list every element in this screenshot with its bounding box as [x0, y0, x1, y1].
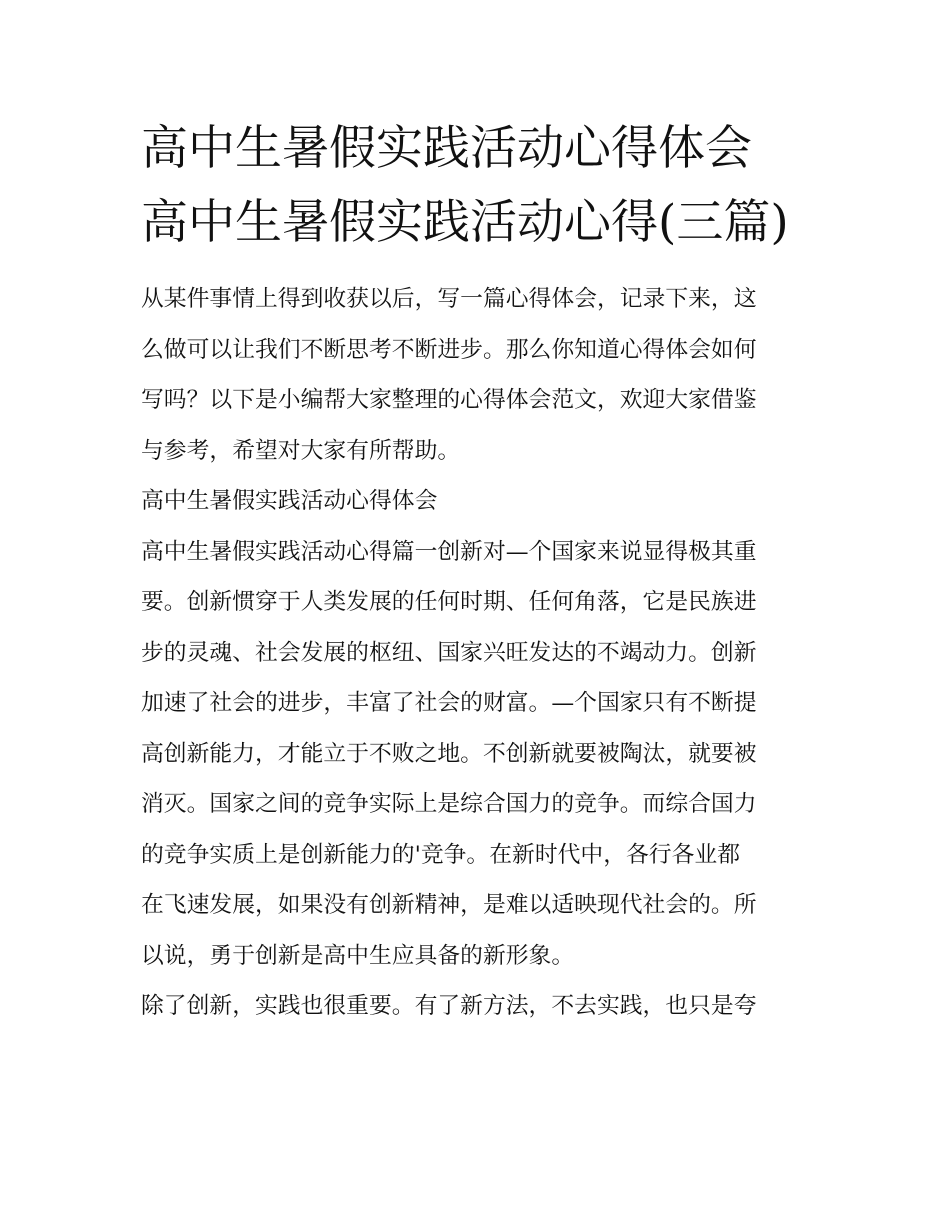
section1-line: 以说，勇于创新是高中生应具备的新形象。	[141, 942, 575, 969]
intro-paragraph	[141, 274, 813, 476]
section1-line: 要。创新惯穿于人类发展的任何时期、任何角落，它是民族进	[141, 589, 757, 615]
intro-line: 么做可以让我们不断思考不断进步。那么你知道心得体会如何	[141, 336, 757, 363]
document-title: 高中生暑假实践活动心得体会 高中生暑假实践活动心得(三篇)	[141, 121, 789, 250]
subheading: 高中生暑假实践活动心得体会	[141, 488, 438, 514]
section1-line: 消灭。国家之间的竞争实际上是综合国力的竞争。而综合国力	[141, 791, 757, 817]
intro-line: 与参考，希望对大家有所帮助。	[141, 437, 461, 464]
section2-line: 除了创新，实践也很重要。有了新方法，不去实践，也只是夸	[141, 993, 757, 1019]
subheading-paragraph	[141, 476, 813, 527]
intro-line: 写吗？以下是小编帮大家整理的心得体会范文，欢迎大家借鉴	[141, 387, 757, 413]
section1-line: 高中生暑假实践活动心得篇一创新对—个国家来说显得极其重	[141, 538, 757, 565]
document-content	[141, 112, 813, 1032]
section1-line: 加速了社会的进步，丰富了社会的财富。—个国家只有不断提	[141, 690, 757, 716]
section1-line: 在飞速发展，如果没有创新精神，是难以适映现代社会的。所	[141, 892, 757, 918]
section1-line: 步的灵魂、社会发展的枢纽、国家兴旺发达的不竭动力。创新	[141, 639, 757, 666]
section2-paragraph	[141, 981, 813, 1032]
document-body	[141, 274, 813, 1032]
intro-line: 从某件事情上得到收获以后，写一篇心得体会，记录下来，这	[141, 286, 757, 312]
section1-line: 高创新能力，才能立于不败之地。不创新就要被陶汰，就要被	[141, 740, 757, 767]
section1-paragraph	[141, 527, 813, 982]
section1-line: 的竞争实质上是创新能力的'竞争。在新时代中，各行各业都	[141, 841, 740, 868]
